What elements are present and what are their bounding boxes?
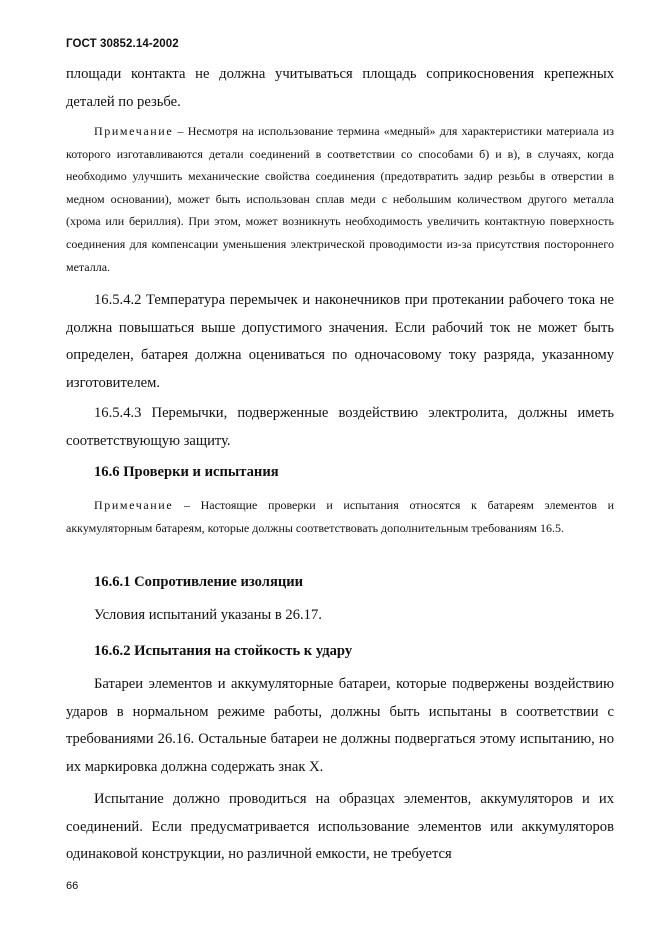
note-1-label: Примечание [94,124,174,138]
heading-16-6-2: 16.6.2 Испытания на стойкость к удару [94,643,353,659]
note-2-label: Примечание [94,498,174,512]
paragraph-16-6-2-b: Испытание должно проводиться на образцах элементов, аккумуляторов и их соединений. Если предусматривается использование элементов или аккумуляторов одинаковой конструкции, но различной емкости, не требуется [66,791,614,862]
heading-16-6-1: 16.6.1 Сопротивление изоляции [94,574,304,590]
note-1-text: – Несмотря на использование термина «медный» для характеристики материала из которого изготавливаются детали соединений в соответствии со способами б) и в), в случаях, когда необходимо улучшить механические свойства соединения (предотвратить задир резьбы в отверстии в медном основании), может быть использован сплав меди с небольшим количеством другого металла (хрома или бериллия). При этом, может возникнуть необходимость увеличить контактную поверхность соединения для компенсации уменьшения электрической проводимости из-за присутствия постороннего металла. [66,124,614,274]
paragraph-16-6-1: Условия испытаний указаны в 26.17. [94,607,322,623]
note-2-text: – Настоящие проверки и испытания относятся к батареям элементов и аккумуляторным батареям, которые должны соответствовать дополнительным требованиям 16.5. [66,498,614,535]
page-number: 66 [66,880,79,892]
heading-16-6: 16.6 Проверки и испытания [94,464,279,480]
paragraph-16-5-4-2: 16.5.4.2 Температура перемычек и наконечников при протекании рабочего тока не должна повышаться выше допустимого значения. Если рабочий ток не может быть определен, батарея должна оцениваться по одночасовому току разряда, указанному изготовителем. [66,292,614,391]
note-1 [66,120,614,278]
document-header: ГОСТ 30852.14-2002 [66,38,179,50]
paragraph-continued: площади контакта не должна учитываться площадь соприкосновения крепежных деталей по резьбе. [66,66,614,110]
paragraph-16-5-4-3: 16.5.4.3 Перемычки, подверженные воздействию электролита, должны иметь соответствующую защиту. [66,405,614,449]
paragraph-16-6-2-a: Батареи элементов и аккумуляторные батареи, которые подвержены воздействию ударов в нормальном режиме работы, должны быть испытаны в соответствии с требованиями 26.16. Остальные батареи не должны подвергаться этому испытанию, но их маркировка должна содержать знак X. [66,676,614,775]
note-2 [66,494,614,539]
